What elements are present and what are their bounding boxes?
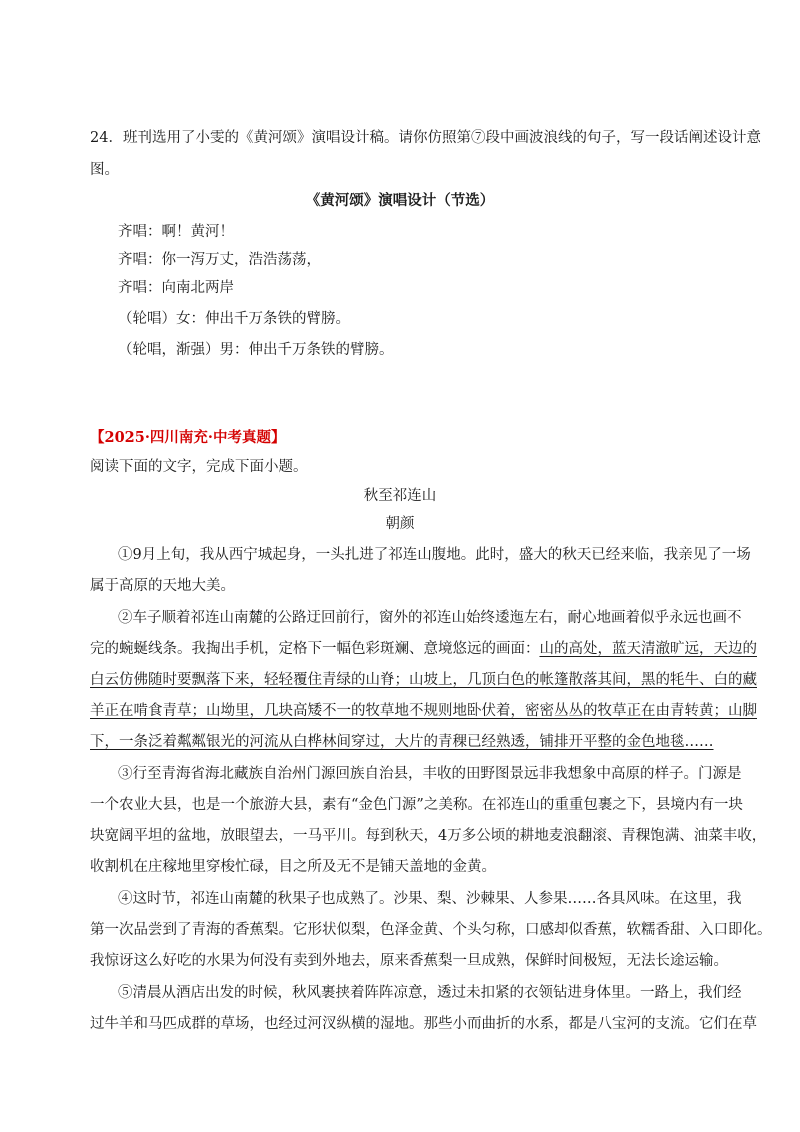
design-line-3: 齐唱：向南北两岸 — [118, 280, 234, 296]
underlined-sentence-part-3: 羊正在啃食青草；山坳里，几块高矮不一的牧草地不规则地卧伏着，密密丛丛的牧草正在由青转黄；山脚 — [90, 703, 757, 719]
question-24-line-1: 24．班刊选用了小雯的《黄河颂》演唱设计稿。请你仿照第⑦段中画波浪线的句子，写一段话阐述设计意 — [90, 130, 761, 146]
paragraph-3-line-2: 一个农业大县，也是一个旅游大县，素有“金色门源”之美称。在祁连山的重重包裹之下，县境内有一块 — [90, 797, 743, 813]
paragraph-1-line-1: ①9月上旬，我从西宁城起身，一头扎进了祁连山腹地。此时，盛大的秋天已经来临，我亲见了一场 — [118, 547, 751, 563]
article-title: 秋至祁连山 — [363, 488, 437, 504]
paragraph-2-line-1: ②车子顺着祁连山南麓的公路迂回前行，窗外的祁连山始终逶迤左右，耐心地画着似乎永远也画不 — [118, 610, 742, 626]
paragraph-5-line-2: 过牛羊和马匹成群的草场，也经过河汊纵横的湿地。那些小而曲折的水系，都是八宝河的支流。它们在草 — [90, 1016, 757, 1032]
paragraph-3-line-3: 块宽阔平坦的盆地，放眼望去，一马平川。每到秋天，4万多公顷的耕地麦浪翻滚、青稞饱满、油菜丰收， — [90, 828, 767, 844]
source-tag: 【2025·四川南充·中考真题】 — [90, 429, 286, 446]
paragraph-4-line-2: 第一次品尝到了青海的香蕉梨。它形状似梨，色泽金黄、个头匀称，口感却似香蕉，软糯香甜、入口即化。 — [90, 922, 772, 938]
underlined-sentence-part-4: 下，一条泛着粼粼银光的河流从白桦林间穿过，大片的青稞已经熟透，铺排开平整的金色地毯…… — [90, 734, 714, 750]
underlined-sentence-part-2: 白云仿佛随时要飘落下来，轻轻覆住青绿的山脊；山坡上，几顶白色的帐篷散落其间，黑的牦牛、白的藏 — [90, 672, 757, 688]
paragraph-5-line-1: ⑤清晨从酒店出发的时候，秋风裹挟着阵阵凉意，透过未扣紧的衣领钻进身体里。一路上，我们经 — [118, 985, 742, 1001]
question-24-line-2: 图。 — [90, 162, 119, 178]
paragraph-4-line-3: 我惊讶这么好吃的水果为何没有卖到外地去，原来香蕉梨一旦成熟，保鲜时间极短，无法长途运输。 — [90, 953, 728, 969]
instruction-text: 阅读下面的文字，完成下面小题。 — [90, 459, 308, 475]
paragraph-2-text: 完的蜿蜒线条。我掏出手机，定格下一幅色彩斑斓、意境悠远的画面： — [90, 641, 540, 657]
paragraph-1-line-2: 属于高原的天地大美。 — [90, 578, 235, 594]
design-line-2: 齐唱：你一泻万丈，浩浩荡荡， — [118, 252, 321, 268]
article-author: 朝颜 — [385, 516, 415, 532]
underlined-sentence-part-1: 山的高处，蓝天清澈旷远，天边的 — [539, 641, 757, 657]
paragraph-3-line-1: ③行至青海省海北藏族自治州门源回族自治县，丰收的田野图景远非我想象中高原的样子。门源是 — [118, 766, 742, 782]
design-line-5: （轮唱，渐强）男：伸出千万条铁的臂膀。 — [118, 342, 394, 358]
paragraph-3-line-4: 收割机在庄稼地里穿梭忙碌，目之所及无不是铺天盖地的金黄。 — [90, 859, 496, 875]
paragraph-2-line-2 — [90, 639, 757, 659]
design-title: 《黄河颂》演唱设计（节选） — [305, 192, 495, 209]
paragraph-4-line-1: ④这时节，祁连山南麓的秋果子也成熟了。沙果、梨、沙棘果、人参果……各具风味。在这里，我 — [118, 891, 742, 907]
design-line-4: （轮唱）女：伸出千万条铁的臂膀。 — [118, 311, 350, 327]
design-line-1: 齐唱：啊！黄河！ — [118, 224, 234, 240]
